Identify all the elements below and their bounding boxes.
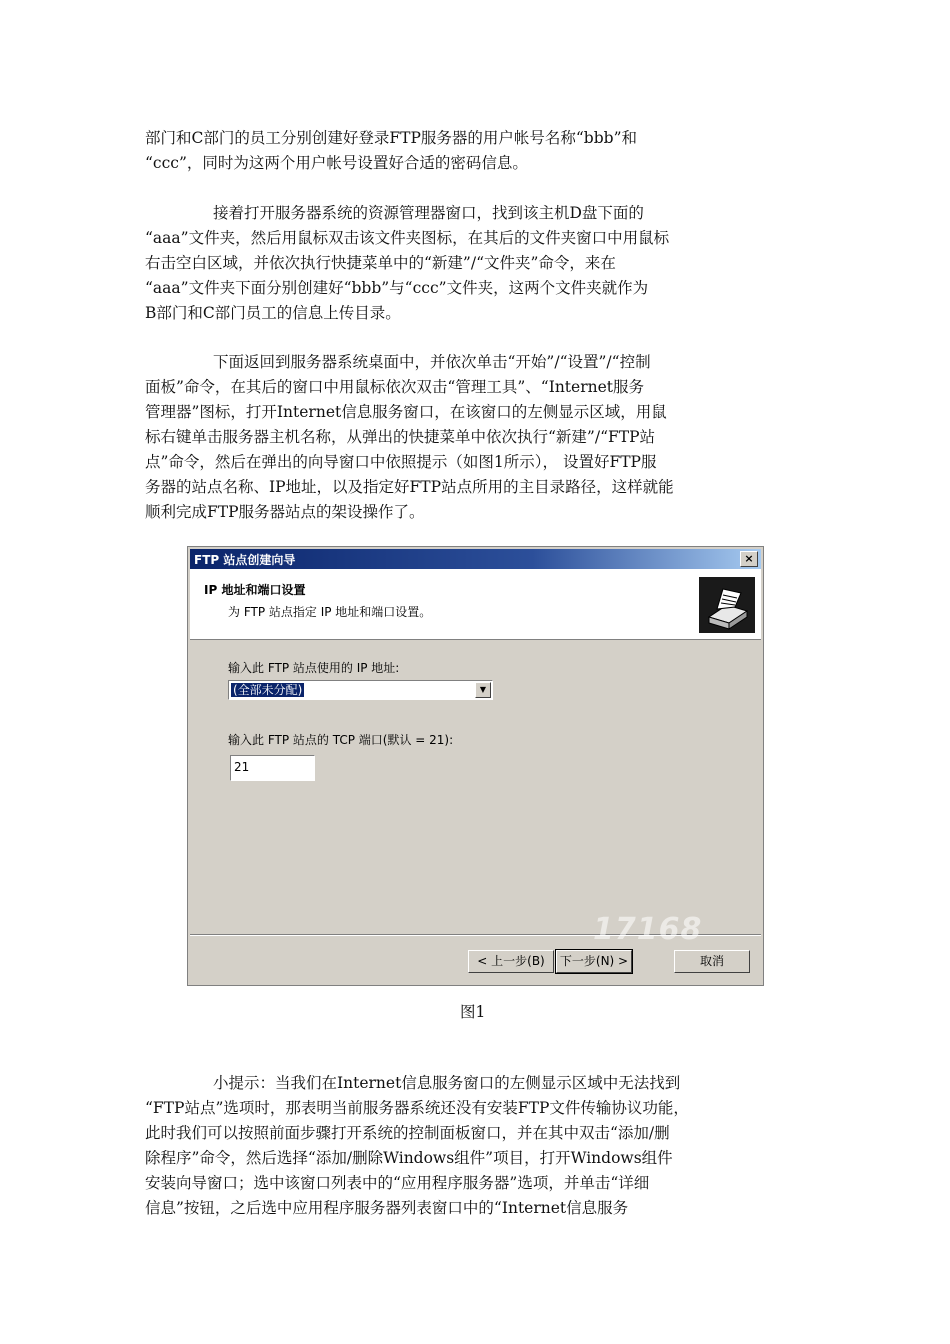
text-line: “ccc”，同时为这两个用户帐号设置好合适的密码信息。 [145,154,528,172]
dialog-titlebar [190,549,761,569]
text-line: “aaa”文件夹下面分别创建好“bbb”与“ccc”文件夹，这两个文件夹就作为 [145,279,649,297]
text-line: 面板”命令，在其后的窗口中用鼠标依次双击“管理工具”、“Internet服务 [145,378,644,396]
text-line: 部门和C部门的员工分别创建好登录FTP服务器的用户帐号名称“bbb”和 [145,129,637,147]
printer-icon [699,577,755,633]
next-button[interactable]: 下一步(N) > [556,950,632,973]
wizard-header [190,569,761,640]
watermark-logo: 17168 [593,912,703,947]
text-line: 下面返回到服务器系统桌面中，并依次单击“开始”/“设置”/“控制 [213,353,651,371]
tcp-port-label: 输入此 FTP 站点的 TCP 端口(默认 = 21): [228,733,454,747]
wizard-step-title: IP 地址和端口设置 [204,583,306,597]
text-line: 标右键单击服务器主机名称，从弹出的快捷菜单中依次执行“新建”/“FTP站 [145,428,656,446]
ftp-wizard-screenshot [187,546,764,986]
cancel-button[interactable]: 取消 [674,950,750,973]
ip-address-value: (全部未分配) [233,683,303,697]
tcp-port-input[interactable]: 21 [230,755,315,781]
chevron-down-icon[interactable]: ▼ [475,682,491,698]
text-line: 安装向导窗口；选中该窗口列表中的“应用程序服务器”选项，并单击“详细 [145,1174,650,1192]
text-line: “aaa”文件夹，然后用鼠标双击该文件夹图标，在其后的文件夹窗口中用鼠标 [145,229,670,247]
paragraph-4 [145,1071,810,1221]
text-line: 管理器”图标，打开Internet信息服务窗口，在该窗口的左侧显示区域，用鼠 [145,403,667,421]
figure-caption: 图1 [460,1003,486,1021]
paragraph-2 [145,201,810,326]
text-line: 务器的站点名称、IP地址，以及指定好FTP站点所用的主目录路径，这样就能 [145,478,674,496]
text-line: 信息”按钮，之后选中应用程序服务器列表窗口中的“Internet信息服务 [145,1199,629,1217]
text-line: 小提示：当我们在Internet信息服务窗口的左侧显示区域中无法找到 [213,1074,681,1092]
back-button[interactable]: < 上一步(B) [468,950,554,973]
text-line: 顺利完成FTP服务器站点的架设操作了。 [145,503,425,521]
ip-address-label: 输入此 FTP 站点使用的 IP 地址: [228,661,400,675]
close-button[interactable]: × [740,551,758,567]
wizard-step-subtitle: 为 FTP 站点指定 IP 地址和端口设置。 [228,605,432,619]
text-line: B部门和C部门员工的信息上传目录。 [145,304,401,322]
paragraph-3 [145,350,810,525]
dialog-title: FTP 站点创建向导 [194,552,296,567]
text-line: 点”命令，然后在弹出的向导窗口中依照提示（如图1所示）， 设置好FTP服 [145,453,657,471]
text-line: 此时我们可以按照前面步骤打开系统的控制面板窗口，并在其中双击“添加/删 [145,1124,670,1142]
text-line: 右击空白区域，并依次执行快捷菜单中的“新建”/“文件夹”命令，来在 [145,254,616,272]
paragraph-1 [145,126,810,176]
text-line: 除程序”命令，然后选择“添加/删除Windows组件”项目，打开Windows组件 [145,1149,673,1167]
text-line: 接着打开服务器系统的资源管理器窗口，找到该主机D盘下面的 [213,204,644,222]
ip-address-select[interactable] [228,680,493,700]
text-line: “FTP站点”选项时，那表明当前服务器系统还没有安装FTP文件传输协议功能， [145,1099,689,1117]
